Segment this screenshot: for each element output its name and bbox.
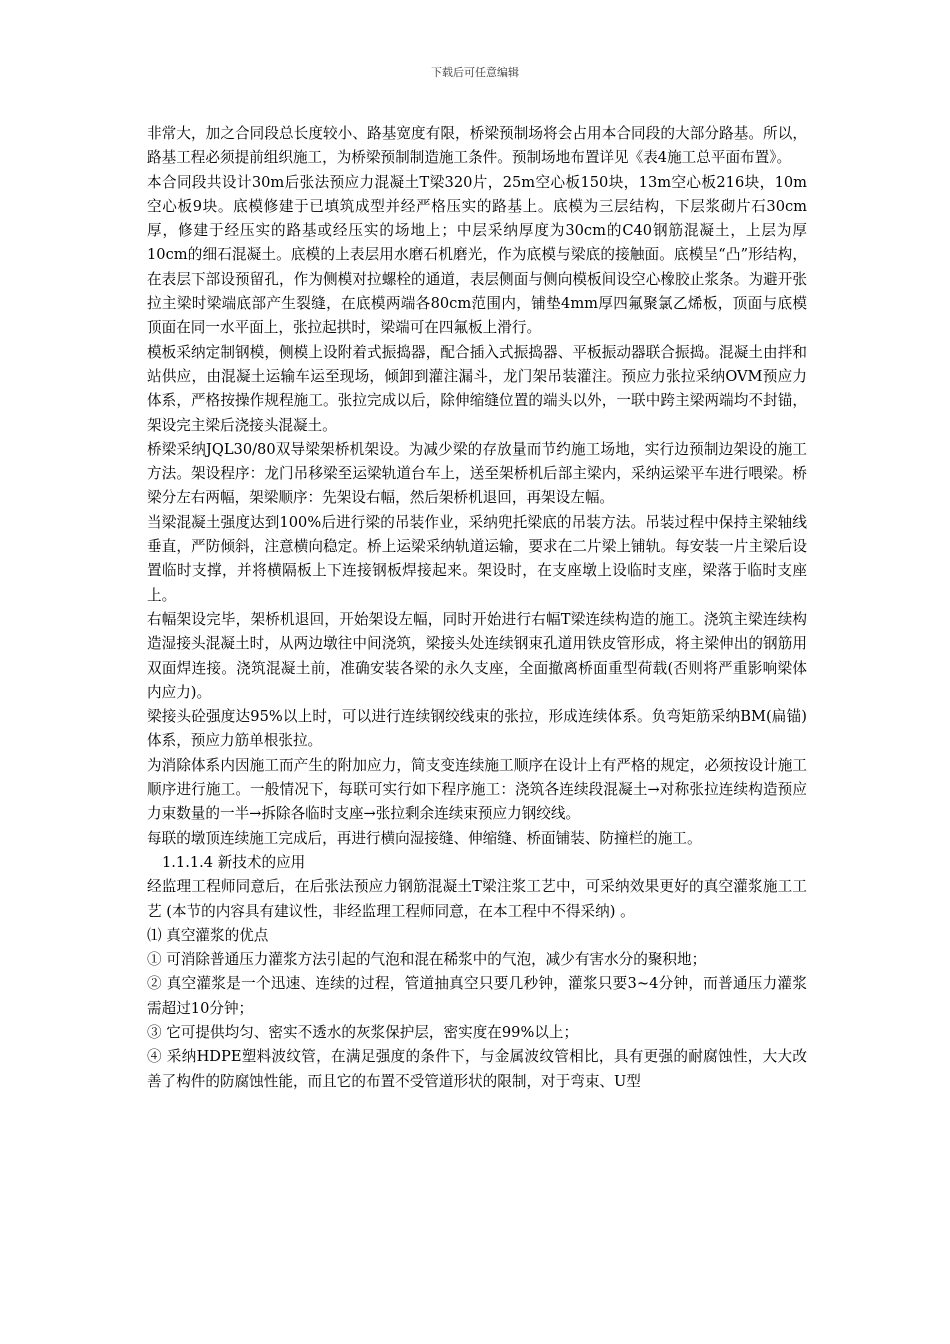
- list-item: ② 真空灌浆是一个迅速、连续的过程，管道抽真空只要几秒钟，灌浆只要3~4分钟，而普通压力灌浆需超过10分钟；: [147, 975, 807, 1017]
- page-header: [0, 65, 950, 81]
- paragraph: 梁接头砼强度达95%以上时，可以进行连续钢绞线束的张拉，形成连续体系。负弯矩筋采纳BM(扁锚)体系，预应力筋单根张拉。: [147, 708, 807, 750]
- paragraph: 桥梁采纳JQL30/80双导梁架桥机架设。为减少梁的存放量而节约施工场地，实行边预制边架设的施工方法。架设程序：龙门吊移梁至运梁轨道台车上，送至架桥机后部主梁内，采纳运梁平车进行喂梁。桥梁分左右两幅，架梁顺序：先架设右幅，然后架桥机退回，再架设左幅。: [147, 440, 807, 507]
- paragraph: 右幅架设完毕，架桥机退回，开始架设左幅，同时开始进行右幅T梁连续构造的施工。浇筑主梁连续构造湿接头混凝土时，从两边墩往中间浇筑，梁接头处连续钢束孔道用铁皮管形成，将主梁伸出的钢筋用双面焊连接。浇筑混凝土前，准确安装各梁的永久支座，全面撤离桥面重型荷载(否则将严重影响梁体内应力)。: [147, 610, 807, 701]
- list-item: ④ 采纳HDPE塑料波纹管，在满足强度的条件下，与金属波纹管相比，具有更强的耐腐蚀性，大大改善了构件的防腐蚀性能，而且它的布置不受管道形状的限制，对于弯束、U型: [147, 1048, 807, 1090]
- list-item: ① 可消除普通压力灌浆方法引起的气泡和混在稀浆中的气泡，减少有害水分的聚积地；: [147, 951, 707, 969]
- paragraph: 模板采纳定制钢模，侧模上设附着式振捣器，配合插入式振捣器、平板振动器联合振捣。混凝土由拌和站供应，由混凝土运输车运至现场，倾卸到灌注漏斗，龙门架吊装灌注。预应力张拉采纳OVM预应力体系，严格按操作规程施工。张拉完成以后，除伸缩缝位置的端头以外，一联中跨主梁两端均不封锚，架设完主梁后浇接头混凝土。: [147, 343, 807, 434]
- list-heading: ⑴ 真空灌浆的优点: [147, 926, 269, 944]
- paragraph: 当梁混凝土强度达到100%后进行梁的吊装作业，采纳兜托梁底的吊装方法。吊装过程中保持主梁轴线垂直，严防倾斜，注意横向稳定。桥上运梁采纳轨道运输，要求在二片梁上铺轨。每安装一片主梁后设置临时支撑，并将横隔板上下连接钢板焊接起来。架设时，在支座墩上设临时支座，梁落于临时支座上。: [147, 513, 807, 604]
- section-heading: 1.1.1.4 新技术的应用: [162, 853, 306, 871]
- paragraph: 本合同段共设计30m后张法预应力混凝土T梁320片，25m空心板150块，13m空心板216块，10m空心板9块。底模修建于已填筑成型并经严格压实的路基上。底模为三层结构，下层浆砌片石30cm厚，修建于经压实的路基或经压实的场地上；中层采纳厚度为30cm的C40钢筋混凝土，上层为厚10cm的细石混凝土。底模的上表层用水磨石机磨光，作为底模与梁底的接触面。底模呈“凸”形结构，在表层下部设预留孔，作为侧模对拉螺栓的通道，表层侧面与侧向模板间设空心橡胶止浆条。为避开张拉主梁时梁端底部产生裂缝，在底模两端各80cm范围内，铺垫4mm厚四氟聚氯乙烯板，顶面与底模顶面在同一水平面上，张拉起拱时，梁端可在四氟板上滑行。: [147, 173, 807, 337]
- page-header-text: 下载后可任意编辑: [431, 66, 519, 79]
- document-body: [147, 122, 807, 1094]
- paragraph: 经监理工程师同意后，在后张法预应力钢筋混凝土T梁注浆工艺中，可采纳效果更好的真空灌浆施工工艺 (本节的内容具有建议性，非经监理工程师同意，在本工程中不得采纳) 。: [147, 878, 807, 920]
- paragraph: 非常大，加之合同段总长度较小、路基宽度有限，桥梁预制场将会占用本合同段的大部分路基。所以，路基工程必须提前组织施工，为桥梁预制制造施工条件。预制场地布置详见《表4施工总平面布置》。: [147, 125, 807, 167]
- list-item: ③ 它可提供均匀、密实不透水的灰浆保护层，密实度在99%以上；: [147, 1023, 579, 1041]
- paragraph: 每联的墩顶连续施工完成后，再进行横向湿接缝、伸缩缝、桥面铺装、防撞栏的施工。: [147, 829, 702, 847]
- paragraph: 为消除体系内因施工而产生的附加应力，简支变连续施工顺序在设计上有严格的规定，必须按设计施工顺序进行施工。一般情况下，每联可实行如下程序施工：浇筑各连续段混凝土→对称张拉连续构造预应力束数量的一半→拆除各临时支座→张拉剩余连续束预应力钢绞线。: [147, 756, 807, 823]
